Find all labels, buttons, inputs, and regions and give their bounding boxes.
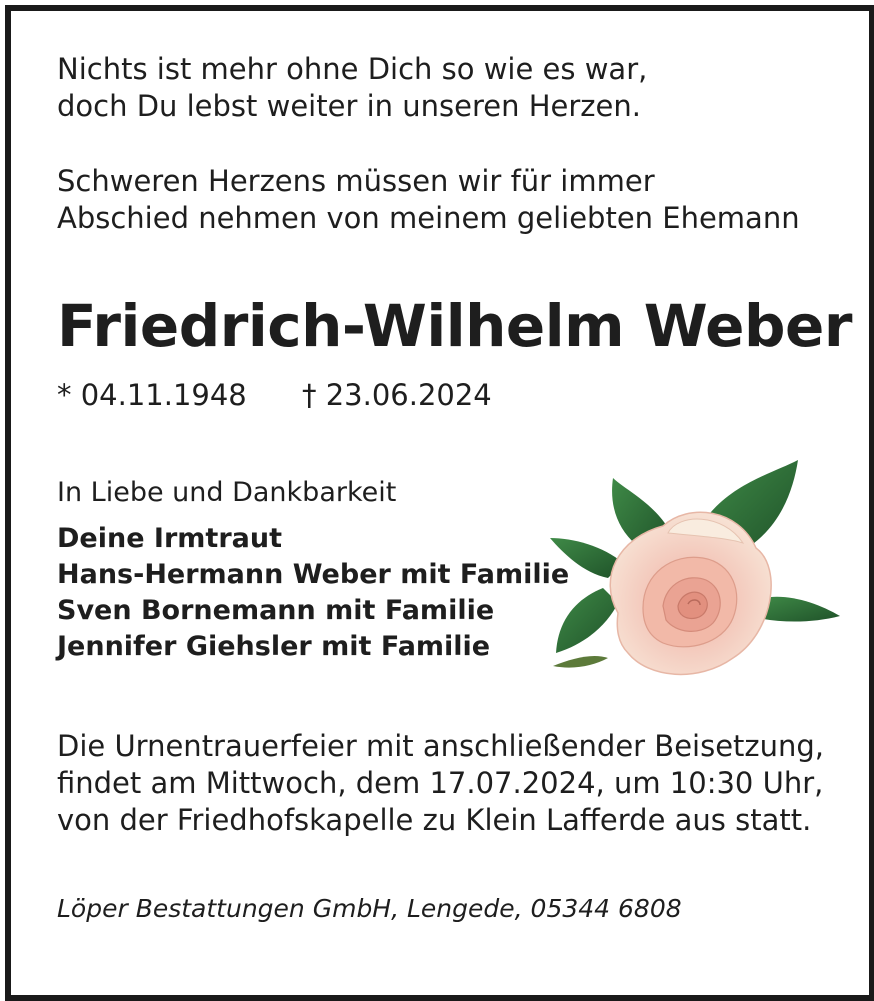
mourner-name: Hans-Hermann Weber mit Familie <box>57 559 570 590</box>
verse-line-1: Nichts ist mehr ohne Dich so wie es war, <box>57 52 648 86</box>
mourners-intro: In Liebe und Dankbarkeit <box>57 477 397 508</box>
ceremony-line-3: von der Friedhofskapelle zu Klein Lafferde aus statt. <box>57 803 812 837</box>
birth-date: * 04.11.1948 <box>57 378 247 412</box>
ceremony-line-2: findet am Mittwoch, dem 17.07.2024, um 10:30 Uhr, <box>57 766 824 800</box>
announcement-line-1: Schweren Herzens müssen wir für immer <box>57 164 655 198</box>
announcement-line-2: Abschied nehmen von meinem geliebten Ehemann <box>57 201 800 235</box>
verse-line-2: doch Du lebst weiter in unseren Herzen. <box>57 89 641 123</box>
funeral-home: Löper Bestattungen GmbH, Lengede, 05344 6808 <box>57 894 682 923</box>
deceased-name: Friedrich-Wilhelm Weber <box>57 292 852 360</box>
mourner-name: Jennifer Giehsler mit Familie <box>57 631 491 662</box>
life-dates <box>57 377 557 413</box>
mourner-name: Sven Bornemann mit Familie <box>57 595 495 626</box>
death-date: † 23.06.2024 <box>302 378 492 412</box>
ceremony-line-1: Die Urnentrauerfeier mit anschließender Beisetzung, <box>57 729 825 763</box>
mourner-name: Deine Irmtraut <box>57 523 282 554</box>
rose-icon <box>548 458 843 690</box>
